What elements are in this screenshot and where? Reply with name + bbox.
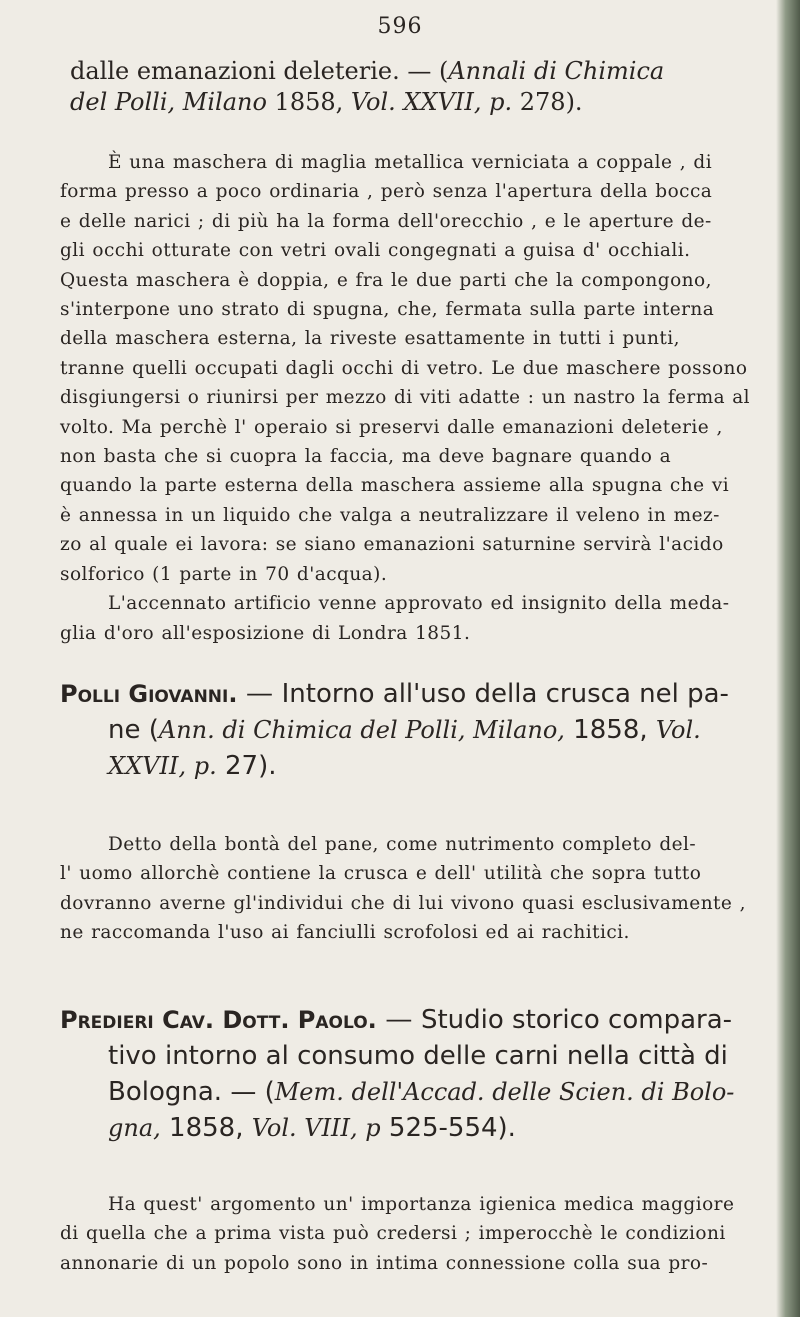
text-line: tranne quelli occupati dagli occhi di vetro. Le due maschere possono bbox=[60, 357, 748, 379]
intro-citation-page: 278). bbox=[512, 88, 583, 116]
text-line: di quella che a prima vista può credersi ; imperocchè le condizioni bbox=[60, 1223, 726, 1245]
text-line: volto. Ma perchè l' operaio si preservi dalle emanazioni deleterie , bbox=[60, 416, 723, 438]
entry-dash: — bbox=[376, 1004, 421, 1035]
intro-citation-journal: Annali di Chimica bbox=[448, 57, 665, 85]
text-line: disgiungersi o riunirsi per mezzo di viti adatte : un nastro la ferma al bbox=[60, 387, 750, 409]
text-line: gli occhi otturate con vetri ovali congegnati a guisa d' occhiali. bbox=[60, 240, 691, 262]
intro-citation-text: dalle emanazioni deleterie. — ( bbox=[70, 57, 449, 85]
text-line: dovranno averne gl'individui che di lui vivono quasi esclusivamente , bbox=[60, 892, 746, 914]
text-line: L'accennato artificio venne approvato ed insignito della meda- bbox=[108, 593, 730, 615]
page-number: 596 bbox=[377, 14, 423, 39]
text-line: Ha quest' argomento un' importanza igienica medica maggiore bbox=[108, 1194, 735, 1215]
intro-citation-volume: Vol. XXVII, p. bbox=[350, 88, 513, 116]
entry-page: 27). bbox=[216, 751, 277, 781]
entry-heading-line-4 bbox=[60, 1110, 750, 1146]
text-line: Questa maschera è doppia, e fra le due parti che la compongono, bbox=[60, 269, 712, 291]
text-line: ne raccomanda l'uso ai fanciulli scrofolosi ed ai rachitici. bbox=[60, 922, 630, 944]
text-line: non basta che si cuopra la faccia, ma deve bagnare quando a bbox=[60, 446, 672, 468]
entry-title: Intorno all'uso della crusca nel pa- bbox=[281, 679, 729, 709]
entry-dash: — bbox=[237, 678, 282, 709]
text-line: è annessa in un liquido che valga a neutralizzare il veleno in mez- bbox=[60, 504, 720, 526]
text-line: glia d'oro all'esposizione di Londra 1851. bbox=[60, 622, 471, 644]
text-line: della maschera esterna, la riveste esattamente in tutti i punti, bbox=[60, 328, 680, 350]
entry-heading-line-3 bbox=[60, 1074, 750, 1110]
entry-polli bbox=[60, 676, 750, 784]
text-line: forma presso a poco ordinaria , però senza l'apertura della bocca bbox=[60, 181, 713, 203]
entry-author: Polli Giovanni. bbox=[60, 680, 238, 708]
intro-citation-year: 1858, bbox=[266, 88, 351, 116]
text-line: Detto della bontà del pane, come nutrimento completo del- bbox=[108, 834, 697, 855]
entry-heading bbox=[60, 676, 750, 712]
entry-title: Studio storico compara- bbox=[420, 1005, 733, 1035]
entry-body bbox=[60, 1190, 750, 1278]
mask-paragraph bbox=[60, 148, 750, 648]
text-line: annonarie di un popolo sono in intima connessione colla sua pro- bbox=[60, 1252, 709, 1274]
entry-heading-line-2 bbox=[60, 712, 750, 748]
intro-citation-journal-place: del Polli, Milano bbox=[70, 88, 267, 116]
entry-predieri bbox=[60, 1002, 750, 1146]
entry-volume-label: Vol. bbox=[655, 716, 701, 744]
entry-journal: Ann. di Chimica del Polli, Milano, bbox=[158, 716, 565, 744]
entry-year: 1858, bbox=[160, 1113, 252, 1143]
entry-heading-line-3 bbox=[60, 748, 750, 784]
text-line: zo al quale ei lavora: se siano emanazioni saturnine servirà l'acido bbox=[60, 534, 724, 556]
entry-journal-end: gna, bbox=[108, 1114, 161, 1142]
text-line: l' uomo allorchè contiene la crusca e dell' utilità che sopra tutto bbox=[60, 863, 702, 885]
entry-title-place: Bologna. — ( bbox=[108, 1077, 275, 1107]
intro-citation-line-1 bbox=[60, 56, 750, 87]
entry-title-continued: ne ( bbox=[108, 715, 159, 745]
entry-heading-line-2 bbox=[60, 1038, 750, 1074]
intro-citation bbox=[60, 56, 750, 118]
entry-body bbox=[60, 830, 750, 948]
entry-volume: Vol. VIII, p bbox=[251, 1114, 381, 1142]
text-line: s'interpone uno strato di spugna, che, fermata sulla parte interna bbox=[60, 299, 715, 321]
entry-year: 1858, bbox=[564, 715, 656, 745]
page-edge-shadow bbox=[776, 0, 800, 1317]
entry-author: Predieri Cav. Dott. Paolo. bbox=[60, 1006, 377, 1034]
text-line: quando la parte esterna della maschera assieme alla spugna che vi bbox=[60, 475, 730, 497]
entry-polli-body bbox=[60, 830, 750, 948]
entry-journal: Mem. dell'Accad. delle Scien. di Bolo- bbox=[274, 1078, 735, 1106]
text-line: È una maschera di maglia metallica verniciata a coppale , di bbox=[108, 152, 713, 173]
entry-volume: XXVII, p. bbox=[108, 752, 217, 780]
entry-heading bbox=[60, 1002, 750, 1038]
mask-description bbox=[60, 148, 750, 648]
intro-citation-line-2 bbox=[60, 87, 750, 118]
entry-predieri-body bbox=[60, 1190, 750, 1278]
entry-title-continued: tivo intorno al consumo delle carni nella città di bbox=[108, 1041, 728, 1071]
text-line: solforico (1 parte in 70 d'acqua). bbox=[60, 563, 388, 585]
text-line: e delle narici ; di più ha la forma dell'orecchio , e le aperture de- bbox=[60, 210, 712, 232]
entry-pages: 525-554). bbox=[380, 1113, 516, 1143]
